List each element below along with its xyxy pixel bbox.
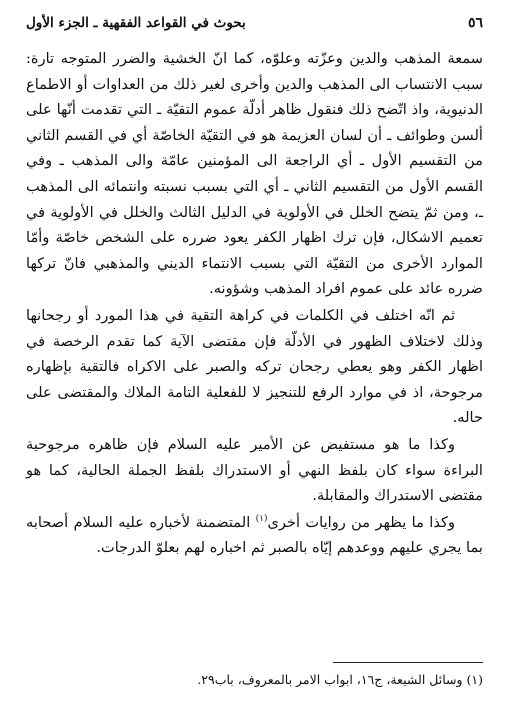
footnote: (١) وسائل الشيعة، ج١٦، ابواب الامر بالمعروف، باب٢٩. — [197, 672, 483, 687]
body-text — [26, 46, 483, 561]
paragraph-4 — [26, 510, 483, 561]
paragraph-4-rest: المتضمنة لأخباره عليه السلام أصحابه بما يجري عليهم ووعدهم إيّاه بالصبر ثم اخباره لهم بعلوّ الدرجات. — [26, 513, 483, 557]
page-header — [26, 12, 483, 36]
page-number: ٥٦ — [467, 15, 483, 31]
paragraph-4-lead: وكذا ما يظهر من روايات أخرى — [267, 513, 455, 531]
book-page — [26, 12, 483, 721]
paragraph-1: سمعة المذهب والدين وعزّته وعلوّه، كما انّ الخشية والضرر المتوجه تارة: سبب الانتساب الى المذهب والدين وأخرى لغير ذلك من العداوات أو الاطماع الدنيوية، واذ اتّضح ذلك فنقول ظاهر أدلّة عموم التقيّة ـ التي تقدمت أنّها على ألسن وطوائف ـ أن لسان العزيمة هو في التقيّة الخاصّة أي في القسم الثاني من التقسيم الأول ـ أي الراجعة الى المؤمنين عامّة والى المذهب ـ وفي القسم الأول من التقسيم الثاني ـ أي التي بسبب نسبته وانتمائه الى المذهب ـ، ومن ثمّ يتضح الخلل في الأولوية في الدليل الثالث والخلل في الأولوية في تعميم الاشكال، فإن ترك اظهار الكفر يعود ضرره على الشخص خاصّة وأمّا الموارد الأخرى من التقيّة التي بسبب الانتماء الديني والمذهبي فانّ تركها ضرره عائد على عموم افراد المذهب وشؤونه. — [26, 50, 483, 298]
footnote-divider — [333, 662, 483, 663]
footnote-marker: (١) — [255, 513, 268, 524]
running-title: بحوث في القواعد الفقهية ـ الجزء الأول — [26, 15, 246, 31]
paragraph-3: وكذا ما هو مستفيض عن الأمير عليه السلام فإن ظاهره مرجوحية البراءة سواء كان بلفظ النهي أو الاستدراك بلفظ الجملة الحالية، كما هو مقتضى الاستدراك والمقابلة. — [26, 435, 483, 505]
paragraph-2: ثم انّه اختلف في الكلمات في كراهة التقية في هذا المورد أو رجحانها وذلك لاختلاف الظهور في الأدلّة فإن مقتضى الآية كما تقدم الرخصة في اظهار الكفر وهو يعطي رجحان تركه والصبر على الاكراه فالتقية بإظهاره مرجوحة، اذ في موارد الرفع للتنجيز لا للفعلية التامة الملاك والمقتضى على حاله. — [26, 306, 483, 427]
